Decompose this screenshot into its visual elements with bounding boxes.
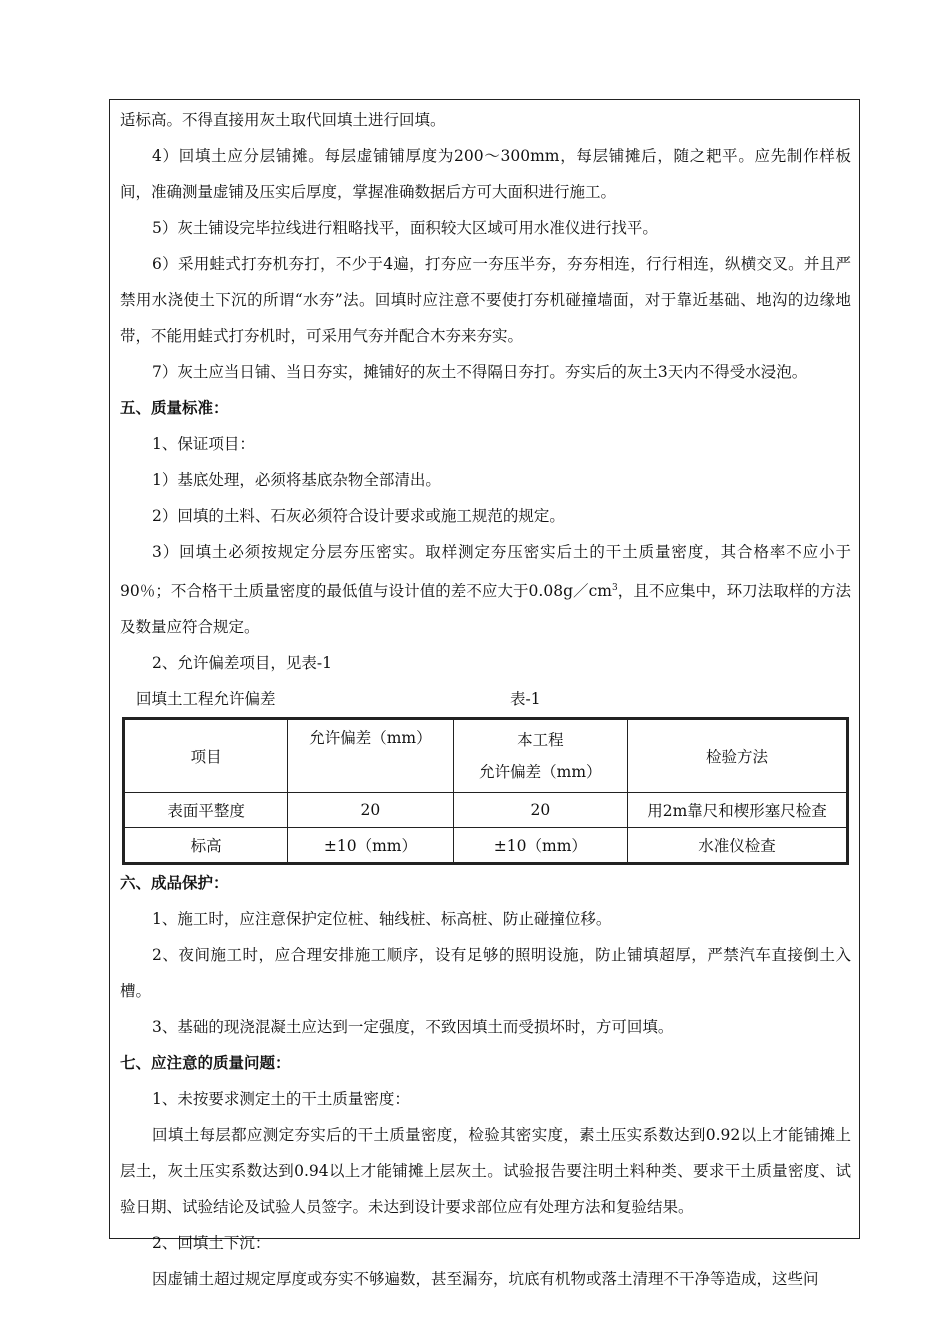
paragraph-p4: 7）灰土应当日铺、当日夯实，摊铺好的灰土不得隔日夯打。夯实后的灰土3天内不得受水浸泡。: [152, 363, 808, 381]
section5-item-3-text-a: 3）回填土必须按规定分层夯压密实。取样测定夯压密实后土的干土质量密度，其合格率不应小于90％；不合格干土质量密度的最低值与设计值的差不应大于0.08g／cm: [120, 543, 851, 600]
section5-heading: 五、质量标准：: [120, 398, 229, 417]
header-item: 项目: [124, 719, 288, 793]
section6-item-2: 2、夜间施工时，应合理安排施工顺序，设有足够的照明设施，防止铺填超厚，严禁汽车直接倒土入槽。: [120, 946, 851, 1000]
cell-item: 标高: [124, 828, 288, 864]
superscript-3: 3: [611, 583, 618, 593]
section5-item-3: [120, 534, 851, 645]
cell-method: 水准仪检查: [628, 828, 848, 864]
paragraph-p2: 5）灰土铺设完毕拉线进行粗略找平，面积较大区域可用水准仪进行找平。: [152, 219, 658, 237]
header-project: [453, 719, 627, 793]
section7-text-1: 回填土每层都应测定夯实后的干土质量密度，检验其密实度，素土压实系数达到0.92以上才能铺摊上层土，灰土压实系数达到0.94以上才能铺摊上层灰土。试验报告要注明土料种类、要求干土质量密度、试验日期、试验结论及试验人员签字。未达到设计要求部位应有处理方法和复验结果。: [120, 1126, 851, 1216]
cell-project: 20: [453, 793, 627, 828]
header-allow: 允许偏差（mm）: [288, 719, 453, 793]
section5-item-3-text-b: ，且不应集中，环刀法取样的方法及数量应符合规定。: [120, 582, 851, 636]
header-project-line1: 本工程: [517, 731, 564, 749]
paragraph-p3: 6）采用蛙式打夯机夯打，不少于4遍，打夯应一夯压半夯，夯夯相连，行行相连，纵横交叉。并且严禁用水浇使土下沉的所谓“水夯”法。回填时应注意不要使打夯机碰撞墙面，对于靠近基础、地沟的边缘地带，不能用蛙式打夯机时，可采用气夯并配合木夯来夯实。: [120, 255, 851, 345]
header-method: 检验方法: [628, 719, 848, 793]
paragraph-p1: 4）回填土应分层铺摊。每层虚铺铺厚度为200～300mm，每层铺摊后，随之耙平。应先制作样板间，准确测量虚铺及压实后厚度，掌握准确数据后方可大面积进行施工。: [120, 147, 851, 201]
section7-text-2: 因虚铺土超过规定厚度或夯实不够遍数，甚至漏夯，坑底有机物或落土清理不干净等造成，这些问: [152, 1270, 819, 1288]
cell-item: 表面平整度: [124, 793, 288, 828]
section7-subheading-1: 1、未按要求测定土的干土质量密度：: [152, 1090, 410, 1108]
table-caption-number: 表-1: [510, 690, 541, 708]
table-row: [124, 793, 848, 828]
header-project-line2: 允许偏差（mm）: [479, 763, 602, 781]
cell-project: ±10（mm）: [453, 828, 627, 864]
tolerance-table: [122, 717, 849, 865]
cell-allow: ±10（mm）: [288, 828, 453, 864]
table-header-row: [124, 719, 848, 793]
section6-heading: 六、成品保护：: [120, 873, 229, 892]
paragraph-p0: 适标高。不得直接用灰土取代回填土进行回填。: [120, 111, 446, 129]
section5-subheading-1: 1、保证项目：: [152, 435, 255, 453]
cell-method: 用2m靠尺和楔形塞尺检查: [628, 793, 848, 828]
cell-allow: 20: [288, 793, 453, 828]
section7-heading: 七、应注意的质量问题：: [120, 1053, 291, 1072]
section6-item-3: 3、基础的现浇混凝土应达到一定强度，不致因填土而受损坏时，方可回填。: [152, 1018, 674, 1036]
section5-item-2: 2）回填的土料、石灰必须符合设计要求或施工规范的规定。: [152, 507, 565, 525]
section5-subheading-2: 2、允许偏差项目，见表-1: [152, 654, 332, 672]
section5-item-1: 1）基底处理，必须将基底杂物全部清出。: [152, 471, 441, 489]
section7-subheading-2: 2、回填土下沉：: [152, 1234, 271, 1252]
document-body: [120, 102, 851, 1297]
table-row: [124, 828, 848, 864]
table-caption-title: 回填土工程允许偏差: [136, 690, 276, 708]
document-frame: [109, 99, 860, 1288]
table-caption: [120, 681, 851, 717]
section6-item-1: 1、施工时，应注意保护定位桩、轴线桩、标高桩、防止碰撞位移。: [152, 910, 612, 928]
